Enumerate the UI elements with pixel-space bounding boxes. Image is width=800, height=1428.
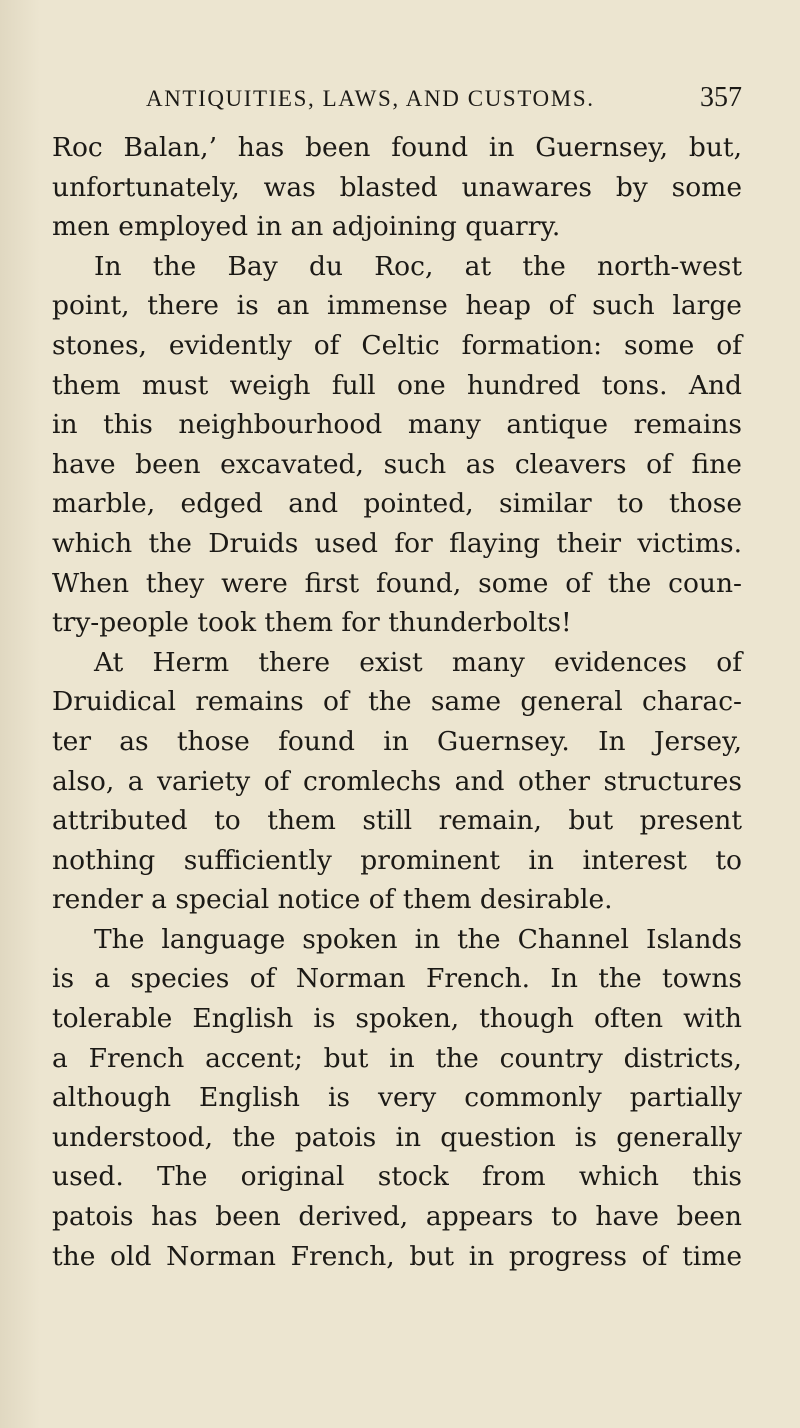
text-line: In the Bay du Roc, at the north-west xyxy=(94,250,742,282)
text-line: tolerable English is spoken, though often with xyxy=(52,1003,742,1035)
text-line: unfortunately, was blasted unawares by some xyxy=(52,171,742,203)
text-line: understood, the patois in question is generally xyxy=(52,1121,742,1153)
page-number: 357 xyxy=(700,82,742,113)
text-line: have been excavated, such as cleavers of fine xyxy=(52,448,742,480)
text-line: Druidical remains of the same general charac- xyxy=(52,686,742,718)
text-line: men employed in an adjoining quarry. xyxy=(52,211,561,243)
text-line: which the Druids used for flaying their victims. xyxy=(52,527,742,559)
text-line: stones, evidently of Celtic formation: some of xyxy=(52,329,742,361)
text-line: attributed to them still remain, but present xyxy=(52,805,742,837)
text-line: although English is very commonly partially xyxy=(52,1082,742,1114)
text-line: a French accent; but in the country districts, xyxy=(52,1042,742,1074)
text-line: nothing sufficiently prominent in interest to xyxy=(52,844,742,876)
text-line: the old Norman French, but in progress of time xyxy=(52,1240,742,1272)
text-line: render a special notice of them desirable. xyxy=(52,884,613,916)
text-line: When they were first found, some of the coun- xyxy=(52,567,742,599)
text-line: also, a variety of cromlechs and other structures xyxy=(52,765,742,797)
text-line: Roc Balan,’ has been found in Guernsey, but, xyxy=(52,132,742,163)
running-title: ANTIQUITIES, LAWS, AND CUSTOMS. xyxy=(146,86,595,111)
text-line: try-people took them for thunderbolts! xyxy=(52,607,572,639)
text-line: used. The original stock from which this xyxy=(52,1161,742,1193)
text-line: The language spoken in the Channel Islands xyxy=(94,923,742,955)
text-line: them must weigh full one hundred tons. And xyxy=(52,369,742,401)
body-text xyxy=(52,128,742,1276)
text-line: is a species of Norman French. In the towns xyxy=(52,963,742,995)
text-line: At Herm there exist many evidences of xyxy=(94,646,742,678)
running-head xyxy=(52,82,742,118)
text-line: in this neighbourhood many antique remains xyxy=(52,409,742,441)
text-line: patois has been derived, appears to have been xyxy=(52,1201,742,1233)
text-line: marble, edged and pointed, similar to those xyxy=(52,488,742,520)
text-line: point, there is an immense heap of such large xyxy=(52,290,742,322)
text-line: ter as those found in Guernsey. In Jersey, xyxy=(52,725,742,757)
